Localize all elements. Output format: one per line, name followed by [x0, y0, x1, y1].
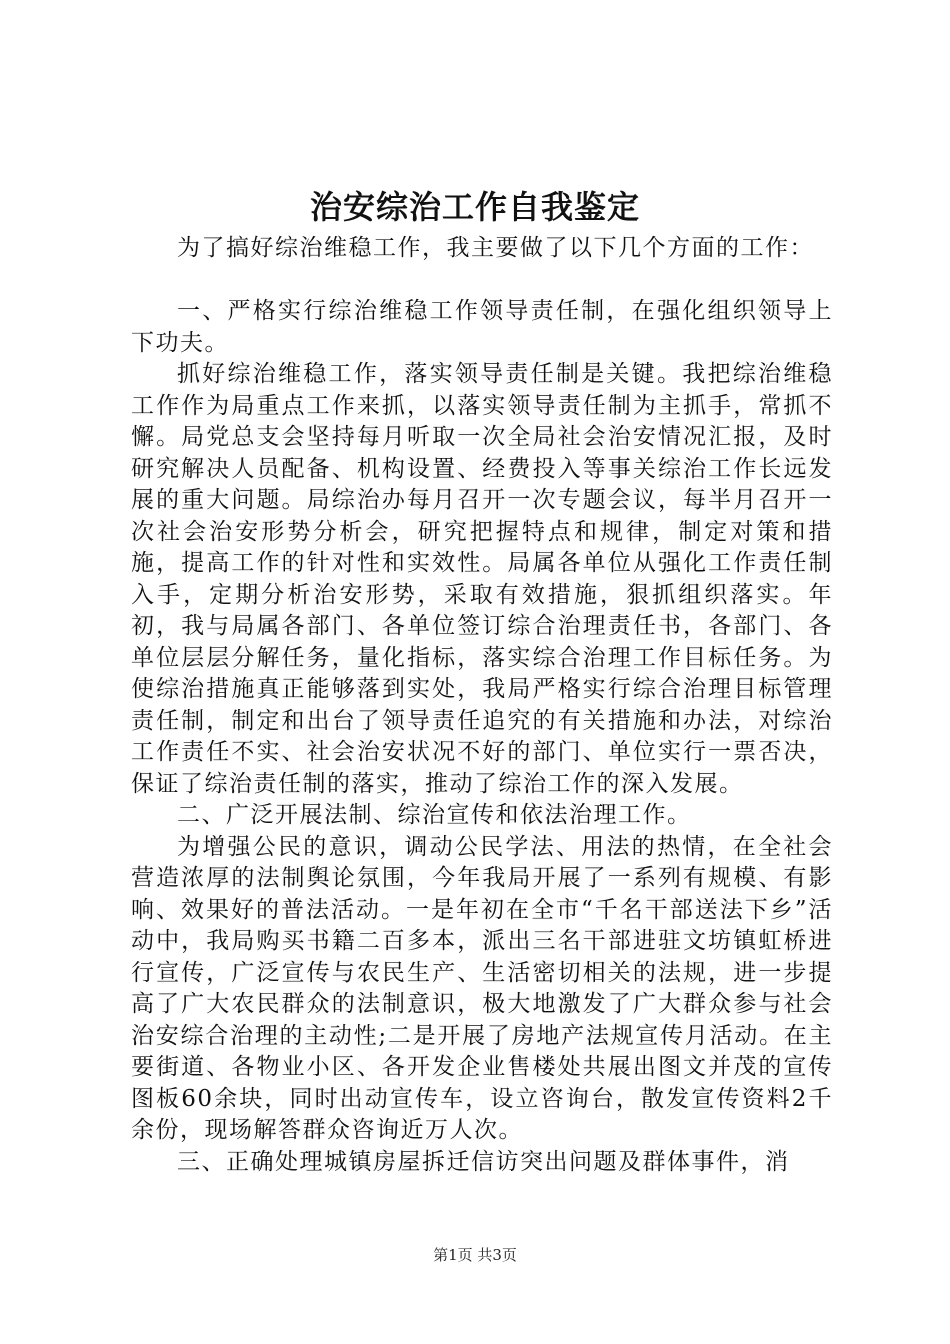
- section-heading-2: 二、广泛开展法制、综治宣传和依法治理工作。: [177, 802, 692, 828]
- document-title: 治安综治工作自我鉴定: [309, 188, 640, 226]
- section-heading-1: 一、严格实行综治维稳工作领导责任制，在强化组织领导上下功夫。: [131, 298, 833, 356]
- body-paragraph-1: 抓好综治维稳工作，落实领导责任制是关键。我把综治维稳工作作为局重点工作来抓，以落实领导责任制为主抓手，常抓不懈。局党总支会坚持每月听取一次全局社会治安情况汇报，及时研究解决人员配备、机构设置、经费投入等事关综治工作长远发展的重大问题。局综治办每月召开一次专题会议，每半月召开一次社会治安形势分析会，研究把握特点和规律，制定对策和措施，提高工作的针对性和实效性。局属各单位从强化工作责任制入手，定期分析治安形势，采取有效措施，狠抓组织落实。年初，我与局属各部门、各单位签订综合治理责任书，各部门、各单位层层分解任务，量化指标，落实综合治理工作目标任务。为使综治措施真正能够落到实处，我局严格实行综合治理目标管理责任制，制定和出台了领导责任追究的有关措施和办法，对综治工作责任不实、社会治安状况不好的部门、单位实行一票否决，保证了综治责任制的落实，推动了综治工作的深入发展。: [131, 361, 833, 797]
- document-body: [131, 233, 833, 1178]
- intro-paragraph: 为了搞好综治维稳工作，我主要做了以下几个方面的工作：: [177, 235, 814, 261]
- body-paragraph-2: 为增强公民的意识，调动公民学法、用法的热情，在全社会营造浓厚的法制舆论氛围，今年我局开展了一系列有规模、有影响、效果好的普法活动。一是年初在全市“千名干部送法下乡”活动中，我局购买书籍二百多本，派出三名干部进驻文坊镇虹桥进行宣传，广泛宣传与农民生产、生活密切相关的法规，进一步提高了广大农民群众的法制意识，极大地激发了广大群众参与社会治安综合治理的主动性;二是开展了房地产法规宣传月活动。在主要街道、各物业小区、各开发企业售楼处共展出图文并茂的宣传图板60余块，同时出动宣传车，设立咨询台，散发宣传资料2千余份，现场解答群众咨询近万人次。: [131, 833, 833, 1143]
- page-footer: 第1页 共3页: [433, 1246, 517, 1264]
- section-heading-3: 三、正确处理城镇房屋拆迁信访突出问题及群体事件，消: [177, 1148, 790, 1175]
